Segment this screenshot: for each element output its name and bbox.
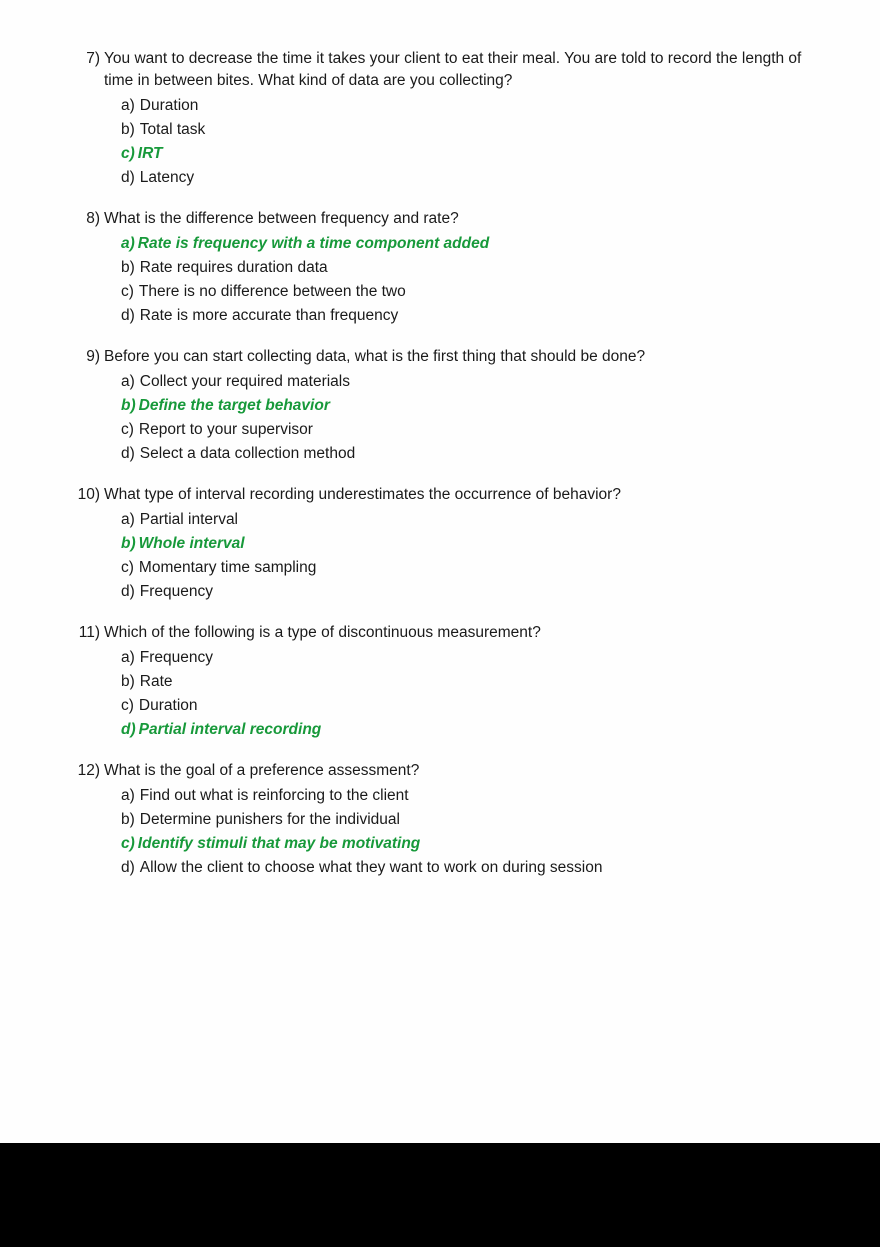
question-text: You want to decrease the time it takes your client to eat their meal. You are told to record the length of time in between bites. What kind of data are you collecting? — [104, 50, 802, 89]
question-text: Which of the following is a type of discontinuous measurement? — [104, 624, 541, 641]
option-label: a) — [121, 787, 135, 804]
option-row — [121, 580, 826, 604]
option-label: c) — [121, 835, 135, 852]
option-label: b) — [121, 673, 135, 690]
question-text: Before you can start collecting data, what is the first thing that should be done? — [104, 348, 646, 365]
option-row — [121, 256, 826, 280]
bottom-black-bar — [0, 1143, 880, 1247]
options-list — [104, 646, 826, 742]
option-label: b) — [121, 121, 135, 138]
option-text: Define the target behavior — [138, 397, 330, 414]
options-list — [104, 784, 826, 880]
option-text: There is no difference between the two — [138, 283, 406, 300]
option-row — [121, 808, 826, 832]
option-label: c) — [121, 283, 134, 300]
option-text: Duration — [138, 697, 198, 714]
option-row — [121, 166, 826, 190]
question-number: 10) — [77, 486, 100, 503]
options-list — [104, 370, 826, 466]
option-text: Identify stimuli that may be motivating — [137, 835, 421, 852]
option-text: Rate requires duration data — [139, 259, 328, 276]
question-11 — [62, 622, 840, 742]
option-row — [121, 508, 826, 532]
options-list — [104, 508, 826, 604]
option-row — [121, 718, 826, 742]
option-label: d) — [121, 583, 135, 600]
option-row — [121, 646, 826, 670]
option-label: d) — [121, 445, 135, 462]
option-text: Determine punishers for the individual — [139, 811, 400, 828]
option-row — [121, 370, 826, 394]
option-text: Report to your supervisor — [138, 421, 313, 438]
option-text: Duration — [139, 97, 199, 114]
option-label: a) — [121, 235, 135, 252]
question-text: What type of interval recording underestimates the occurrence of behavior? — [104, 486, 621, 503]
option-label: c) — [121, 145, 135, 162]
option-text: Partial interval recording — [138, 721, 322, 738]
question-number: 8) — [86, 210, 100, 227]
option-label: c) — [121, 559, 134, 576]
option-row — [121, 142, 826, 166]
option-text: Find out what is reinforcing to the client — [139, 787, 409, 804]
option-label: c) — [121, 421, 134, 438]
option-label: d) — [121, 307, 135, 324]
option-label: c) — [121, 697, 134, 714]
options-list — [104, 94, 826, 190]
option-text: Partial interval — [139, 511, 239, 528]
option-text: Collect your required materials — [139, 373, 350, 390]
option-row — [121, 418, 826, 442]
option-label: d) — [121, 721, 136, 738]
option-text: Latency — [139, 169, 195, 186]
option-text: Whole interval — [138, 535, 245, 552]
option-label: a) — [121, 97, 135, 114]
option-row — [121, 232, 826, 256]
option-label: b) — [121, 811, 135, 828]
option-label: d) — [121, 859, 135, 876]
option-row — [121, 784, 826, 808]
option-row — [121, 442, 826, 466]
option-row — [121, 394, 826, 418]
option-label: b) — [121, 259, 135, 276]
option-row — [121, 532, 826, 556]
question-12 — [62, 760, 840, 880]
question-number: 9) — [86, 348, 100, 365]
option-text: IRT — [137, 145, 163, 162]
option-text: Momentary time sampling — [138, 559, 317, 576]
option-text: Frequency — [139, 649, 214, 666]
option-text: Select a data collection method — [139, 445, 356, 462]
option-label: a) — [121, 373, 135, 390]
option-row — [121, 694, 826, 718]
option-row — [121, 832, 826, 856]
question-9 — [62, 346, 840, 466]
option-row — [121, 94, 826, 118]
option-text: Rate is more accurate than frequency — [139, 307, 399, 324]
option-label: b) — [121, 397, 136, 414]
option-text: Total task — [139, 121, 206, 138]
question-7 — [62, 48, 840, 190]
option-text: Rate is frequency with a time component added — [137, 235, 490, 252]
option-label: a) — [121, 511, 135, 528]
option-row — [121, 280, 826, 304]
question-text: What is the goal of a preference assessment? — [104, 762, 420, 779]
option-row — [121, 856, 826, 880]
option-text: Allow the client to choose what they want to work on during session — [139, 859, 603, 876]
question-10 — [62, 484, 840, 604]
option-row — [121, 304, 826, 328]
option-text: Frequency — [139, 583, 214, 600]
question-text: What is the difference between frequency and rate? — [104, 210, 459, 227]
question-number: 12) — [77, 762, 100, 779]
option-row — [121, 670, 826, 694]
question-8 — [62, 208, 840, 328]
option-label: a) — [121, 649, 135, 666]
option-row — [121, 118, 826, 142]
question-number: 11) — [78, 624, 100, 641]
option-label: b) — [121, 535, 136, 552]
options-list — [104, 232, 826, 328]
option-label: d) — [121, 169, 135, 186]
option-row — [121, 556, 826, 580]
option-text: Rate — [139, 673, 173, 690]
question-number: 7) — [86, 50, 100, 67]
